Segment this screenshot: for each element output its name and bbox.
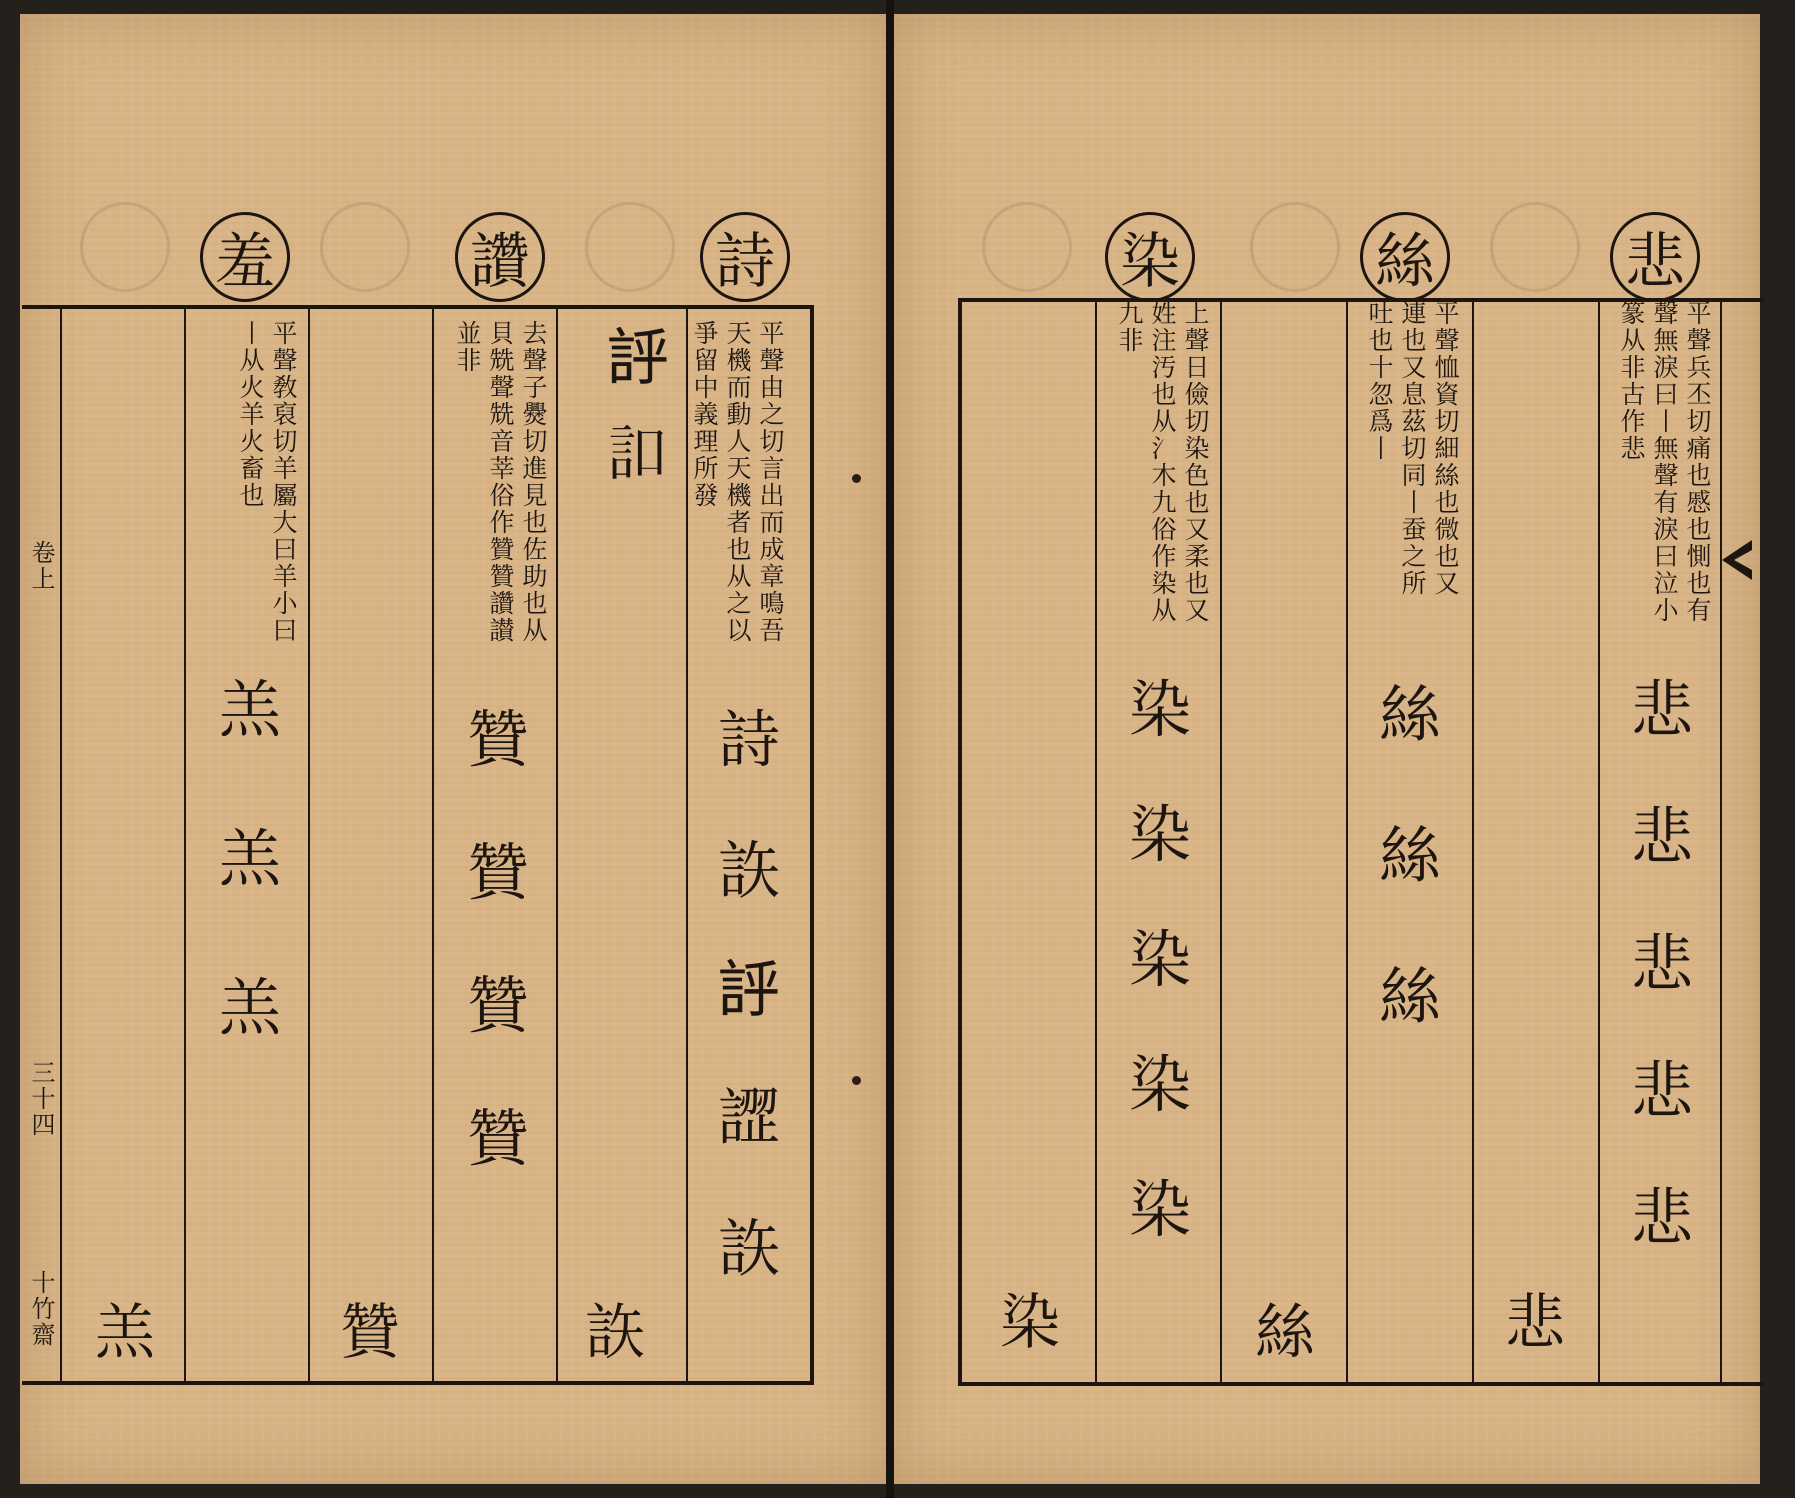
seal-script-glyph: 𧦝 xyxy=(717,953,780,1026)
gloss-text-bei: 平聲兵丕切痛也慼也惻也有聲無淚曰丨無聲有淚曰泣小篆从非古作悲 xyxy=(1617,300,1712,624)
seal-script-glyph: 悲 xyxy=(1630,1054,1693,1127)
seal-script-glyph: 染 xyxy=(1128,1048,1191,1121)
seal-script-glyph: 絲 xyxy=(1378,819,1441,892)
gloss-text-zan: 去聲子㸑切進見也佐助也从貝兟聲兟音莘俗作贊贊讚讃並非 xyxy=(453,320,548,644)
seal-forms-bei xyxy=(1612,660,1712,1257)
column-rule xyxy=(1095,298,1097,1382)
seal-script-glyph: 染 xyxy=(1128,923,1191,996)
column-rule xyxy=(308,305,310,1381)
folio-number: 三十四 xyxy=(27,1060,55,1138)
show-through-circle xyxy=(320,202,410,292)
seal-script-glyph: 絲 xyxy=(1378,678,1441,751)
seal-script-glyph: 羔 xyxy=(218,673,281,746)
seal-forms-top-shi xyxy=(595,320,681,490)
regular-script-glyph: 悲 xyxy=(1505,1288,1565,1358)
head-character-circle: 悲 xyxy=(1610,212,1700,302)
seal-script-glyph: 羔 xyxy=(218,822,281,895)
seal-script-glyph: 𧥣 xyxy=(606,417,669,490)
head-character-circle: 詩 xyxy=(700,212,790,302)
column-rule xyxy=(1346,298,1348,1382)
regular-script-glyph: 染 xyxy=(1000,1288,1060,1358)
seal-forms-shi xyxy=(694,690,804,1288)
seal-script-glyph: 羔 xyxy=(218,971,281,1044)
seal-script-glyph: 詩 xyxy=(717,703,780,776)
regular-script-glyph: 絲 xyxy=(1255,1298,1315,1368)
seal-script-glyph: 絲 xyxy=(1378,960,1441,1033)
binding-hole xyxy=(852,474,861,483)
head-character-circle: 絲 xyxy=(1360,212,1450,302)
show-through-circle xyxy=(982,202,1072,292)
gloss-text-xiu: 平聲敎裒切羊屬大曰羊小曰丨从火羊火畜也 xyxy=(236,320,298,644)
seal-forms-si xyxy=(1360,665,1460,1036)
column-rule xyxy=(1720,298,1722,1382)
seal-script-glyph: 悲 xyxy=(1630,1181,1693,1254)
seal-script-glyph: 染 xyxy=(1128,1173,1191,1246)
seal-script-glyph: 悲 xyxy=(1630,800,1693,873)
head-character-circle: 羞 xyxy=(200,212,290,302)
show-through-circle xyxy=(80,202,170,292)
show-through-circle xyxy=(1250,202,1340,292)
seal-script-glyph: 悲 xyxy=(1630,673,1693,746)
seal-script-glyph: 贊 xyxy=(466,969,529,1042)
fishtail-marker-icon xyxy=(1722,540,1752,580)
gloss-text-si: 平聲恤資切細絲也微也又連也又息茲切同丨蚕之所吐也十忽爲丨 xyxy=(1365,300,1460,597)
column-rule xyxy=(432,305,434,1381)
binding-hole xyxy=(852,1076,861,1085)
regular-script-glyph: 䛈 xyxy=(585,1298,645,1368)
seal-forms-ran xyxy=(1110,660,1210,1249)
book-spine xyxy=(886,0,894,1498)
seal-script-glyph: 悲 xyxy=(1630,927,1693,1000)
gloss-text-ran: 上聲日儉切染色也又柔也又姓注汚也从氵木九俗作染从九非 xyxy=(1115,300,1210,624)
regular-script-glyph: 贊 xyxy=(340,1298,400,1368)
show-through-circle xyxy=(1490,202,1580,292)
regular-script-glyph: 羔 xyxy=(95,1298,155,1368)
seal-script-glyph: 贊 xyxy=(466,703,529,776)
column-rule xyxy=(1220,298,1222,1382)
volume-marker: 卷上 xyxy=(27,540,55,592)
column-rule xyxy=(184,305,186,1381)
seal-script-glyph: 贊 xyxy=(466,1102,529,1175)
seal-script-glyph: 𧦝 xyxy=(606,321,669,394)
studio-name: 十竹齋 xyxy=(27,1270,55,1348)
seal-script-glyph: 染 xyxy=(1128,673,1191,746)
head-character-circle: 染 xyxy=(1105,212,1195,302)
gloss-text-shi: 平聲由之切言出而成章鳴吾天機而動人天機者也从之以爭留中義理所發 xyxy=(690,320,785,644)
column-rule xyxy=(1472,298,1474,1382)
seal-forms-xiu xyxy=(200,660,300,1047)
column-rule xyxy=(1598,298,1600,1382)
seal-forms-zan xyxy=(448,690,548,1178)
seal-script-glyph: 贊 xyxy=(466,836,529,909)
show-through-circle xyxy=(585,202,675,292)
head-character-circle: 讚 xyxy=(455,212,545,302)
column-rule xyxy=(556,305,558,1381)
seal-script-glyph: 䜀 xyxy=(717,1081,780,1154)
seal-script-glyph: 䛈 xyxy=(717,1212,780,1285)
seal-script-glyph: 䛈 xyxy=(717,834,780,907)
seal-script-glyph: 染 xyxy=(1128,798,1191,871)
column-rule xyxy=(60,305,62,1381)
